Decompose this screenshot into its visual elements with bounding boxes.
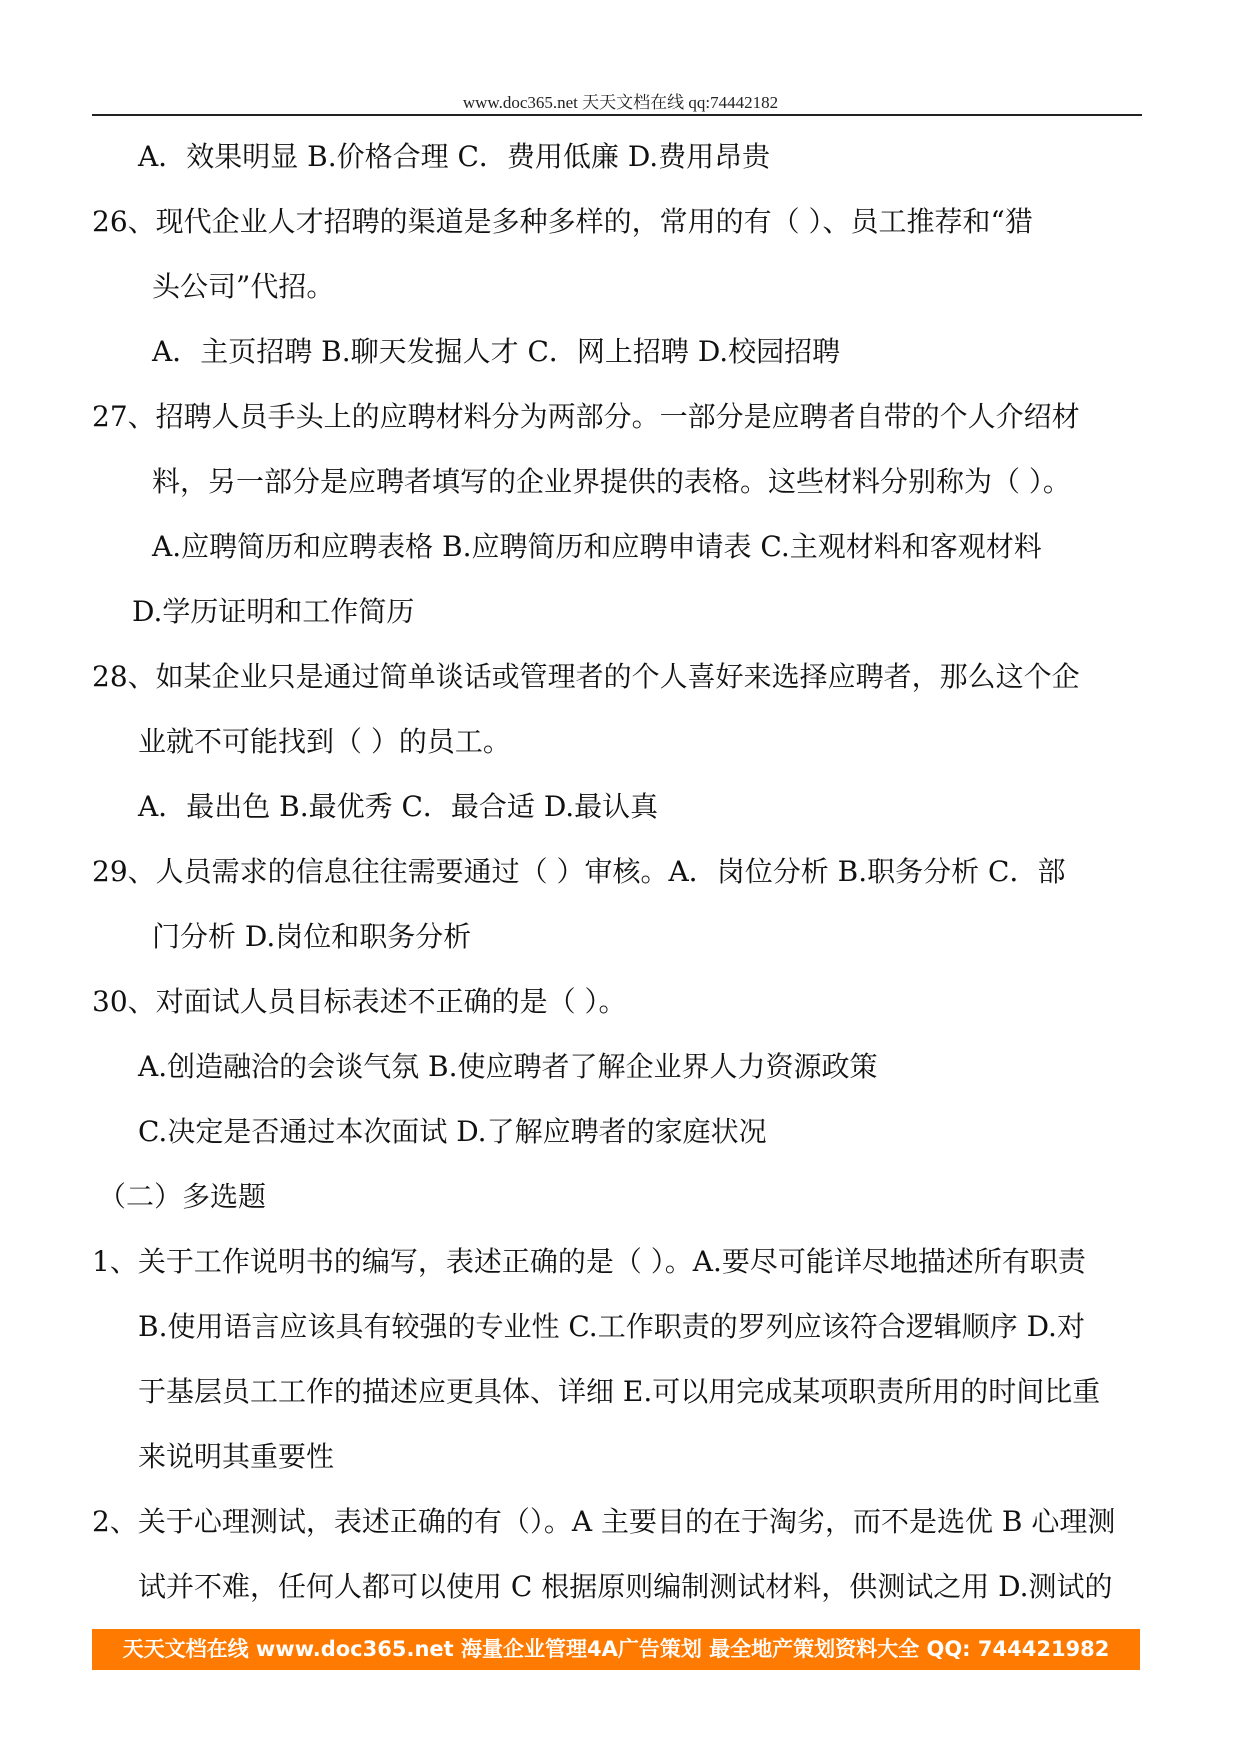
question-27-text: 27、招聘人员手头上的应聘材料分为两部分。一部分是应聘者自带的个人介绍材 (92, 400, 1080, 433)
question-26-options: A．主页招聘 B.聊天发掘人才 C．网上招聘 D.校园招聘 (152, 335, 841, 368)
mc-question-1-text-cont: B.使用语言应该具有较强的专业性 C.工作职责的罗列应该符合逻辑顺序 D.对 (138, 1310, 1085, 1343)
footer-banner: 天天文档在线 www.doc365.net 海量企业管理4A广告策划 最全地产策划资料大全 QQ: 744421982 (92, 1629, 1140, 1670)
mc-question-1-text: 1、关于工作说明书的编写，表述正确的是（ ）。A.要尽可能详尽地描述所有职责 (92, 1245, 1086, 1278)
section-heading-multiple-choice: （二）多选题 (98, 1180, 267, 1213)
question-27-text-cont: 料，另一部分是应聘者填写的企业界提供的表格。这些材料分别称为（ ）。 (152, 465, 1071, 498)
question-26-text: 26、现代企业人才招聘的渠道是多种多样的，常用的有（ ）、员工推荐和“猎 (92, 205, 1033, 238)
question-25-options: A．效果明显 B.价格合理 C．费用低廉 D.费用昂贵 (138, 140, 771, 173)
header-divider (92, 114, 1142, 116)
question-29-text: 29、人员需求的信息往往需要通过（ ）审核。A．岗位分析 B.职务分析 C．部 (92, 855, 1066, 888)
question-28-options: A．最出色 B.最优秀 C．最合适 D.最认真 (138, 790, 659, 823)
question-29-text-cont: 门分析 D.岗位和职务分析 (152, 920, 472, 953)
question-27-options: A.应聘简历和应聘表格 B.应聘简历和应聘申请表 C.主观材料和客观材料 (152, 530, 1042, 563)
question-26-text-cont: 头公司”代招。 (152, 270, 335, 303)
mc-question-1-text-cont: 来说明其重要性 (138, 1440, 335, 1473)
question-30-options-cont: C.决定是否通过本次面试 D.了解应聘者的家庭状况 (138, 1115, 767, 1148)
mc-question-2-text: 2、关于心理测试，表述正确的有（）。A 主要目的在于淘劣，而不是选优 B 心理测 (92, 1505, 1116, 1538)
mc-question-2-text-cont: 试并不难，任何人都可以使用 C 根据原则编制测试材料，供测试之用 D.测试的 (138, 1570, 1113, 1603)
question-30-options: A.创造融洽的会谈气氛 B.使应聘者了解企业界人力资源政策 (138, 1050, 878, 1083)
document-body (92, 124, 1152, 1619)
question-30-text: 30、对面试人员目标表述不正确的是（ ）。 (92, 985, 627, 1018)
question-28-text: 28、如某企业只是通过简单谈话或管理者的个人喜好来选择应聘者，那么这个企 (92, 660, 1080, 693)
mc-question-1-text-cont: 于基层员工工作的描述应更具体、详细 E.可以用完成某项职责所用的时间比重 (138, 1375, 1101, 1408)
question-28-text-cont: 业就不可能找到（ ）的员工。 (138, 725, 511, 758)
page-header: www.doc365.net 天天文档在线 qq:74442182 (462, 93, 779, 112)
question-27-options-cont: D.学历证明和工作简历 (132, 595, 415, 628)
